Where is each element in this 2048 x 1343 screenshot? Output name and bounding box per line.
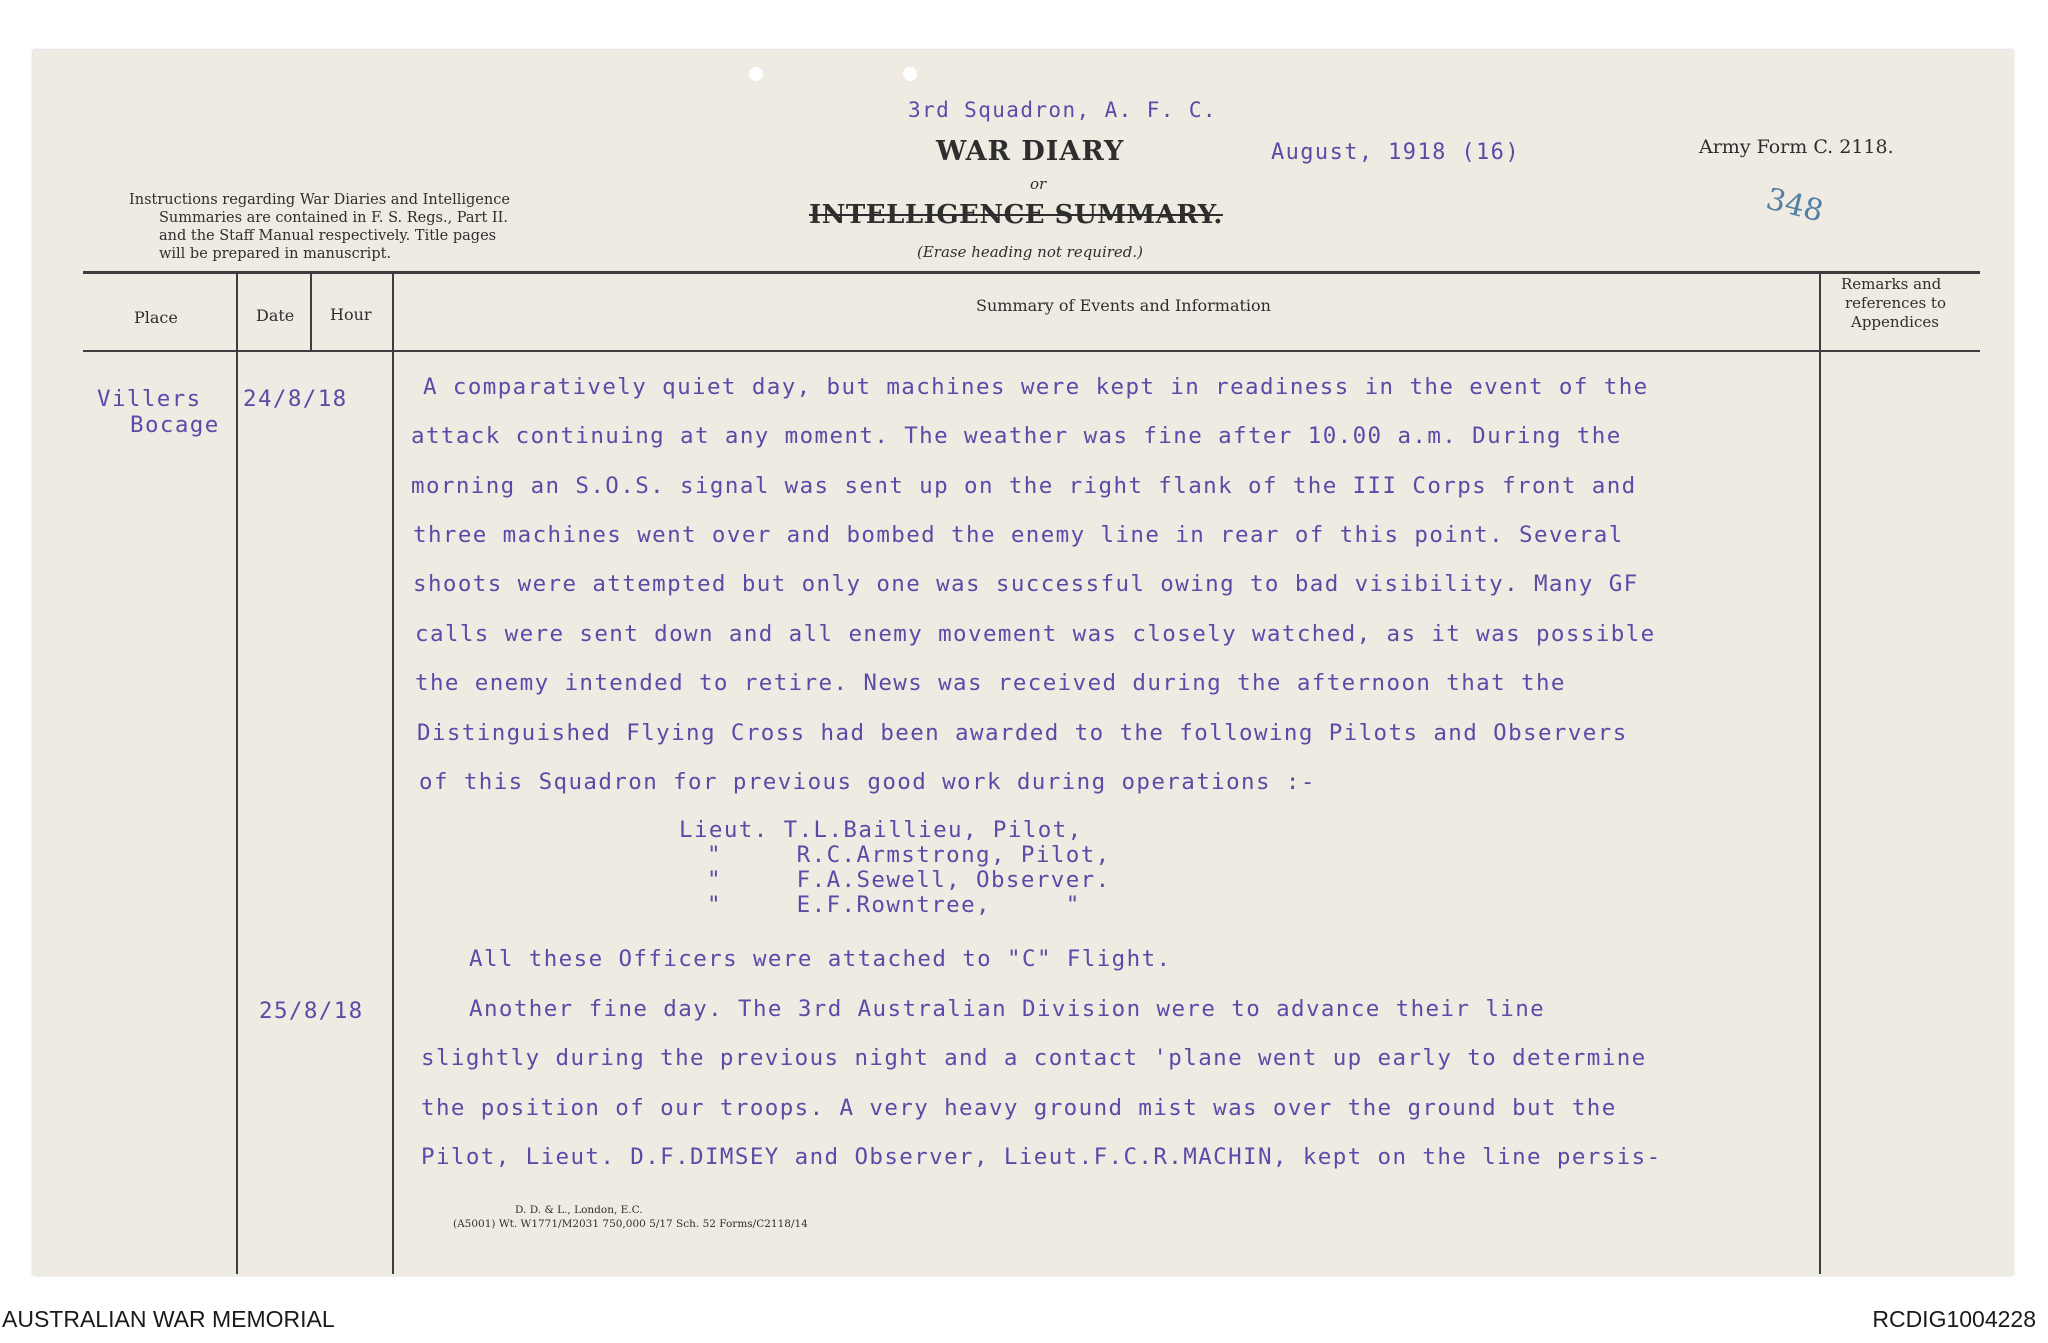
officer-2: " R.C.Armstrong, Pilot, — [707, 842, 1111, 868]
instructions-line-1: Instructions regarding War Diaries and Intelligence — [129, 192, 510, 208]
punch-hole-left — [749, 67, 763, 81]
entry-1-line-5: shoots were attempted but only one was successful owing to bad visibility. Many GF — [413, 571, 1639, 597]
instructions-line-2: Summaries are contained in F. S. Regs., Part II. — [159, 210, 508, 226]
entry-2-date: 25/8/18 — [259, 998, 364, 1024]
instructions-line-4: will be prepared in manuscript. — [159, 246, 392, 262]
or-label: or — [1030, 175, 1047, 193]
entry-1-place-line-2: Bocage — [130, 412, 220, 438]
officer-3: " F.A.Sewell, Observer. — [707, 867, 1111, 893]
entry-1-line-1: A comparatively quiet day, but machines were kept in readiness in the event of the — [423, 374, 1649, 400]
folio-number: 348 — [1762, 181, 1827, 230]
diary-sheet — [33, 50, 2013, 1275]
officer-1: Lieut. T.L.Baillieu, Pilot, — [679, 817, 1083, 843]
war-diary-title: WAR DIARY — [936, 136, 1125, 167]
entry-1-closing: All these Officers were attached to "C" Flight. — [469, 946, 1172, 972]
entry-1-line-9: of this Squadron for previous good work during operations :- — [419, 769, 1316, 795]
entry-1-line-3: morning an S.O.S. signal was sent up on the right flank of the III Corps front and — [411, 473, 1637, 499]
entry-1-place-line-1: Villers — [97, 386, 202, 412]
col-header-place: Place — [134, 308, 178, 327]
entry-1-line-4: three machines went over and bombed the enemy line in rear of this point. Several — [413, 522, 1624, 548]
instructions-line-3: and the Staff Manual respectively. Title pages — [159, 228, 497, 244]
archive-credit: AUSTRALIAN WAR MEMORIAL — [2, 1306, 335, 1332]
printer-imprint-1: D. D. & L., London, E.C. — [515, 1204, 643, 1216]
col-header-remarks-1: Remarks and — [1841, 275, 1942, 293]
entry-2-line-2: slightly during the previous night and a contact 'plane went up early to determine — [421, 1045, 1647, 1071]
place-date-divider — [236, 272, 238, 1274]
printer-imprint-2: (A5001) Wt. W1771/M2031 750,000 5/17 Sch. 52 Forms/C2118/14 — [453, 1218, 808, 1230]
table-top-rule — [83, 271, 1980, 274]
erase-heading-note: (Erase heading not required.) — [917, 243, 1144, 261]
header-bottom-rule — [83, 350, 1980, 352]
entry-1-line-2: attack continuing at any moment. The weather was fine after 10.00 a.m. During the — [411, 423, 1622, 449]
entry-1-line-8: Distinguished Flying Cross had been awarded to the following Pilots and Observers — [417, 720, 1628, 746]
archive-id: RCDIG1004228 — [1872, 1306, 2036, 1332]
officer-4: " E.F.Rowntree, " — [707, 892, 1081, 918]
date-hour-divider — [310, 272, 312, 350]
hour-summary-divider — [392, 272, 394, 1274]
unit-name: 3rd Squadron, A. F. C. — [908, 98, 1217, 122]
punch-hole-right — [903, 67, 917, 81]
army-form-number: Army Form C. 2118. — [1699, 136, 1894, 158]
col-header-summary: Summary of Events and Information — [976, 296, 1271, 315]
entry-1-line-7: the enemy intended to retire. News was received during the afternoon that the — [415, 670, 1566, 696]
entry-2-line-3: the position of our troops. A very heavy ground mist was over the ground but the — [421, 1095, 1617, 1121]
entry-1-date: 24/8/18 — [243, 386, 348, 412]
col-header-hour: Hour — [330, 305, 372, 324]
summary-remarks-divider — [1819, 272, 1821, 1274]
col-header-remarks-2: references to — [1845, 294, 1946, 312]
col-header-remarks-3: Appendices — [1851, 313, 1939, 331]
entry-2-line-1: Another fine day. The 3rd Australian Division were to advance their line — [469, 996, 1546, 1022]
entry-2-line-4: Pilot, Lieut. D.F.DIMSEY and Observer, Lieut.F.C.R.MACHIN, kept on the line persis- — [421, 1144, 1662, 1170]
entry-1-line-6: calls were sent down and all enemy movement was closely watched, as it was possible — [415, 621, 1656, 647]
col-header-date: Date — [256, 306, 295, 325]
struck-intelligence-summary: INTELLIGENCE SUMMARY. — [809, 200, 1223, 230]
diary-month: August, 1918 (16) — [1271, 140, 1520, 165]
